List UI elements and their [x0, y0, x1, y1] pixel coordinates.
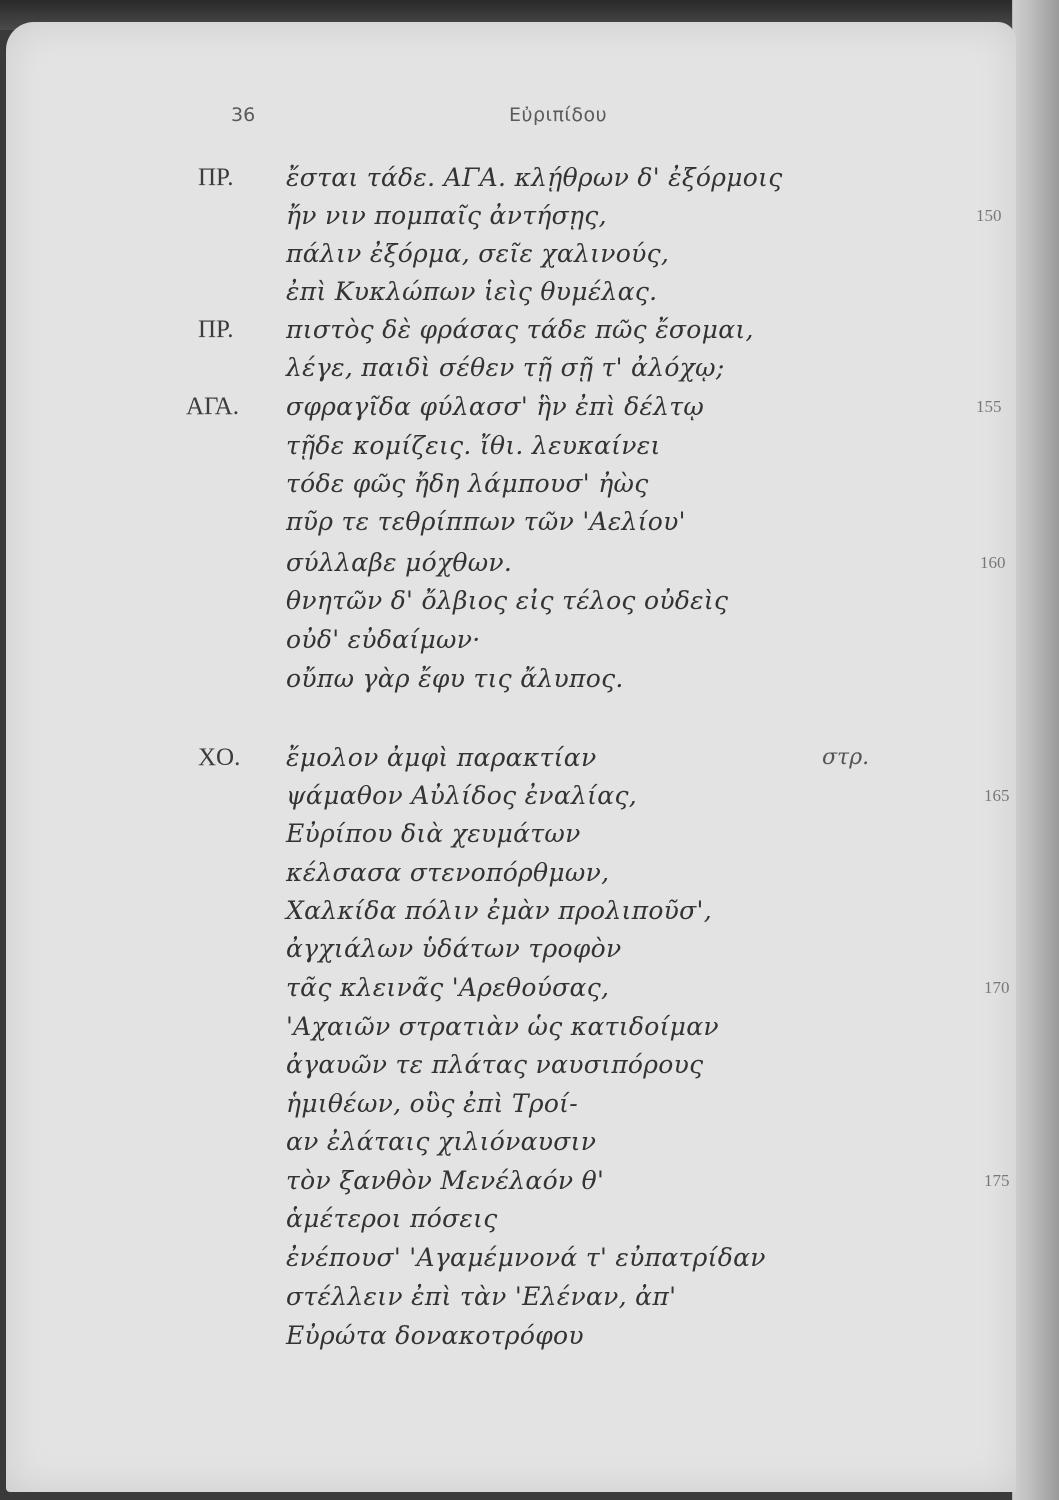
verse-line: αν ἐλάταις χιλιόναυσιν: [286, 1127, 597, 1156]
book-spine-edge: [1012, 0, 1059, 1500]
speaker-label: ΧΟ.: [198, 744, 241, 771]
verse-line: τόδε φῶς ἤδη λάμπουσ' ἠὼς: [286, 469, 649, 498]
verse-line: ψάμαθον Αὐλίδος ἐναλίας,: [286, 781, 637, 810]
line-number: 150: [976, 206, 1002, 225]
verse-line: τὸν ξανθὸν Μενέλαόν θ': [286, 1166, 605, 1195]
verse-line: θνητῶν δ' ὄλβιος εἰς τέλος οὐδεὶς: [286, 586, 729, 615]
line-number: 175: [984, 1171, 1010, 1190]
page-number: 36: [231, 104, 256, 126]
verse-line: πῦρ τε τεθρίππων τῶν 'Αελίου': [286, 507, 686, 536]
verse-line: ἀγχιάλων ὑδάτων τροφὸν: [286, 934, 622, 963]
verse-line: ἡμιθέων, οὓς ἐπὶ Τροί-: [286, 1089, 579, 1118]
verse-line: στέλλειν ἐπὶ τὰν 'Ελέναν, ἀπ': [286, 1282, 677, 1311]
verse-line: ἔσται τάδε. ΑΓΑ. κλῄθρων δ' ἐξόρμοις: [286, 163, 783, 192]
speaker-label: ΑΓΑ.: [186, 393, 239, 420]
verse-line: 'Αχαιῶν στρατιὰν ὡς κατιδοίμαν: [286, 1012, 719, 1041]
verse-line: λέγε, παιδὶ σέθεν τῇ σῇ τ' ἀλόχῳ;: [286, 353, 725, 382]
verse-line: τῇδε κομίζεις. ἴθι. λευκαίνει: [286, 431, 661, 460]
verse-line: ἐπὶ Κυκλώπων ἱεὶς θυμέλας.: [286, 277, 658, 306]
verse-line: πιστὸς δὲ φράσας τάδε πῶς ἔσομαι,: [286, 315, 754, 344]
verse-line: ἐνέπουσ' 'Αγαμέμνονά τ' εὐπατρίδαν: [286, 1243, 766, 1272]
running-head: Εὐριπίδου: [509, 104, 608, 126]
verse-line: σφραγῖδα φύλασσ' ἣν ἐπὶ δέλτῳ: [286, 392, 705, 421]
speaker-label: ΠΡ.: [198, 316, 234, 343]
verse-line: πάλιν ἐξόρμα, σεῖε χαλινούς,: [286, 239, 670, 268]
line-number: 165: [984, 786, 1010, 805]
verse-line: Εὐρώτα δονακοτρόφου: [286, 1321, 584, 1350]
verse-line: σύλλαβε μόχθων.: [286, 548, 513, 577]
verse-line: οὐδ' εὐδαίμων·: [286, 625, 481, 654]
strophe-marker: στρ.: [822, 745, 870, 770]
speaker-label: ΠΡ.: [198, 164, 234, 191]
verse-line: ἔμολον ἀμφὶ παρακτίαν: [286, 743, 597, 772]
verse-line: κέλσασα στενοπόρθμων,: [286, 858, 610, 887]
line-number: 155: [976, 397, 1002, 416]
verse-line: ἁμέτεροι πόσεις: [286, 1204, 498, 1233]
line-number: 160: [980, 553, 1006, 572]
verse-line: τᾶς κλεινᾶς 'Αρεθούσας,: [286, 973, 610, 1002]
line-number: 170: [984, 978, 1010, 997]
verse-line: ἀγαυῶν τε πλάτας ναυσιπόρους: [286, 1050, 704, 1079]
verse-line: Χαλκίδα πόλιν ἐμὰν προλιποῦσ',: [286, 896, 712, 925]
verse-line: Εὐρίπου διὰ χευμάτων: [286, 819, 581, 848]
verse-line: οὔπω γὰρ ἔφυ τις ἄλυπος.: [286, 664, 624, 693]
verse-line: ἤν νιν πομπαῖς ἀντήσῃς,: [286, 201, 607, 230]
